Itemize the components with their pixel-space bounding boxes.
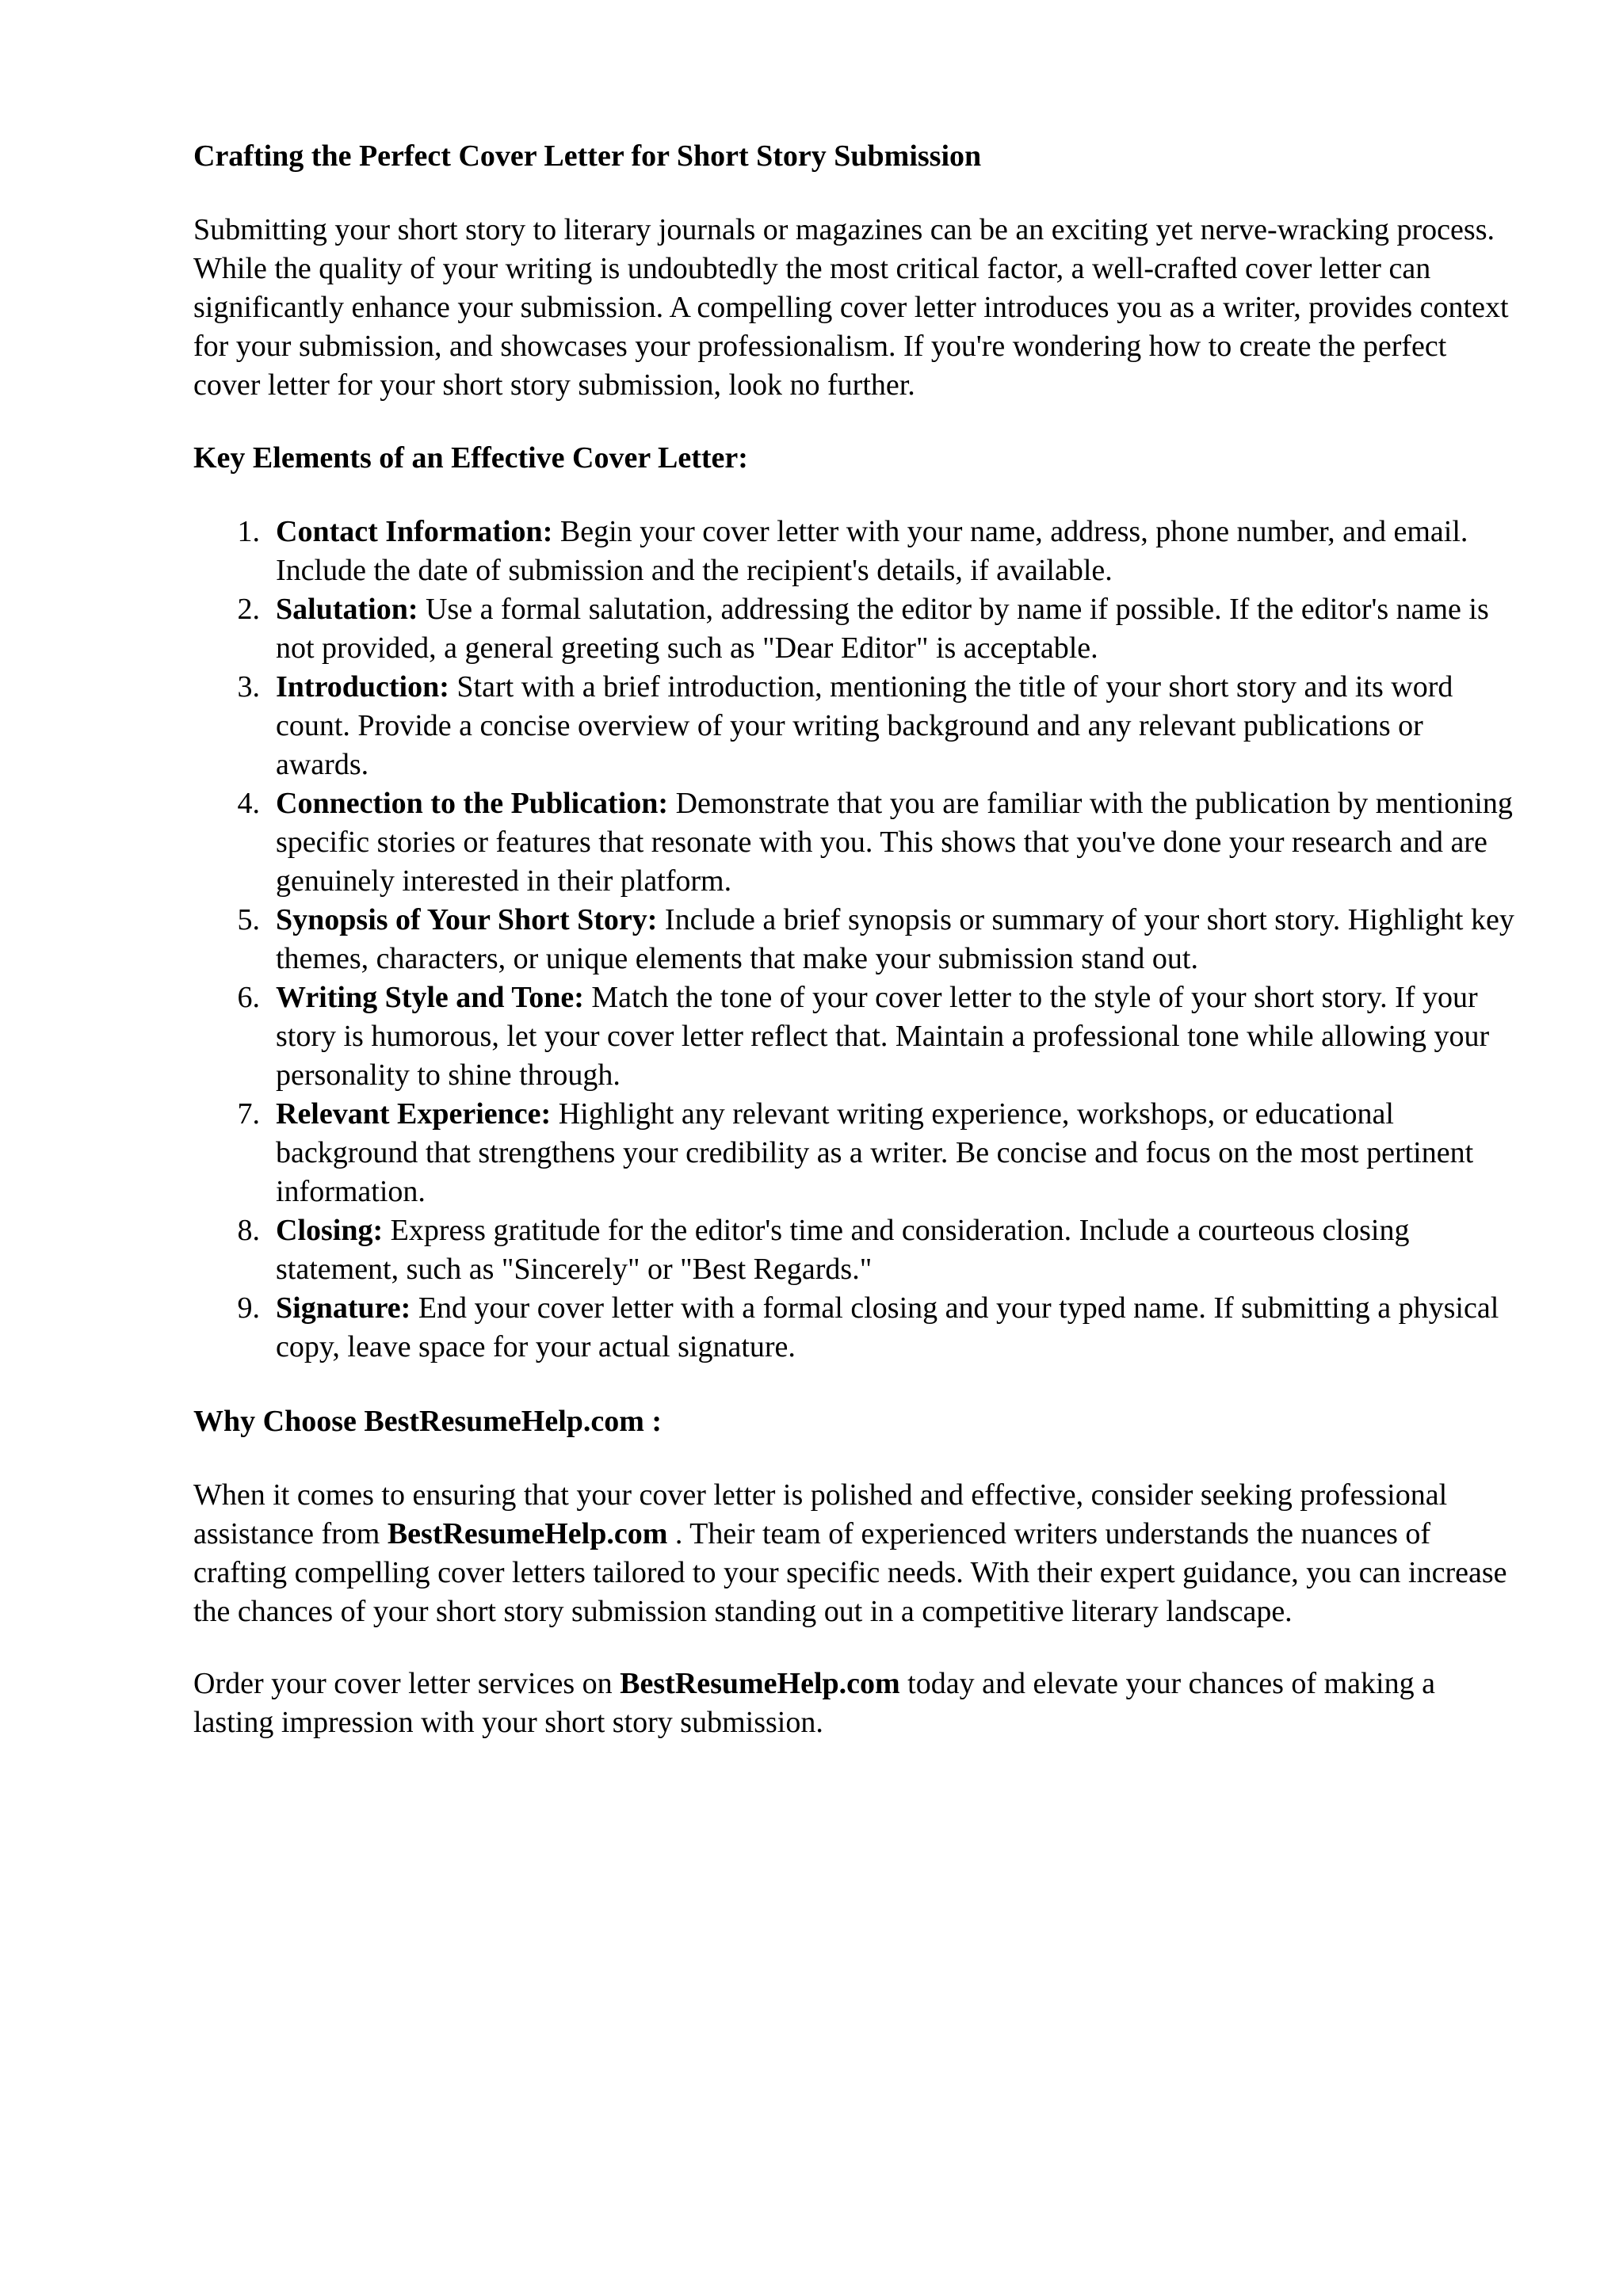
order-site-name: BestResumeHelp.com xyxy=(620,1667,900,1700)
list-item xyxy=(193,901,1520,978)
list-item-label: Contact Information: xyxy=(276,515,553,548)
list-item-number: 4. xyxy=(237,787,260,820)
list-item-number: 2. xyxy=(237,593,260,626)
why-choose-heading xyxy=(193,1402,1520,1441)
list-item xyxy=(193,978,1520,1095)
list-item-label: Synopsis of Your Short Story: xyxy=(276,903,658,936)
list-item-label: Connection to the Publication: xyxy=(276,787,669,820)
list-item-text: Express gratitude for the editor's time and consideration. Include a courteous closing statement, such as "Sincerely" or "Best Regards." xyxy=(276,1214,1410,1286)
why-heading-prefix: Why Choose xyxy=(193,1405,365,1438)
list-item-number: 9. xyxy=(237,1291,260,1325)
list-item xyxy=(193,1095,1520,1211)
list-item-label: Relevant Experience: xyxy=(276,1097,552,1131)
list-item-text: Begin your cover letter with your name, address, phone number, and email. Include the date of submission and the recipient's details, if available. xyxy=(276,515,1468,587)
list-item xyxy=(193,1289,1520,1367)
list-item-label: Introduction: xyxy=(276,670,449,704)
order-paragraph xyxy=(193,1665,1520,1742)
list-item-text: Highlight any relevant writing experience, workshops, or educational background that strengthens your credibility as a writer. Be concise and focus on the most pertinent information. xyxy=(276,1097,1474,1208)
list-item-number: 7. xyxy=(237,1097,260,1131)
list-item-text: Start with a brief introduction, mentioning the title of your short story and its word count. Provide a concise overview of your writing background and any relevant publications or awards. xyxy=(276,670,1453,781)
list-item-label: Signature: xyxy=(276,1291,411,1325)
list-item-text: Demonstrate that you are familiar with the publication by mentioning specific stories or features that resonate with you. This shows that you've done your research and are genuinely interested in their platform. xyxy=(276,787,1513,898)
key-elements-list xyxy=(193,513,1520,1367)
key-elements-heading: Key Elements of an Effective Cover Letter: xyxy=(193,441,748,475)
why-text-after: . Their team of experienced writers understands the nuances of crafting compelling cover letters tailored to your specific needs. With their expert guidance, you can increase the chances of your short story submission standing out in a competitive literary landscape. xyxy=(193,1517,1507,1628)
list-item-number: 1. xyxy=(237,515,260,548)
why-heading-site: BestResumeHelp.com xyxy=(364,1405,644,1438)
list-item-text: End your cover letter with a formal closing and your typed name. If submitting a physical copy, leave space for your actual signature. xyxy=(276,1291,1499,1363)
list-item-text: Use a formal salutation, addressing the editor by name if possible. If the editor's name is not provided, a general greeting such as "Dear Editor" is acceptable. xyxy=(276,593,1489,665)
document-title: Crafting the Perfect Cover Letter for Short Story Submission xyxy=(193,139,982,173)
list-item xyxy=(193,668,1520,784)
list-item-label: Closing: xyxy=(276,1214,384,1247)
order-text-after: today and elevate your chances of making a lasting impression with your short story submission. xyxy=(193,1667,1435,1739)
why-text-before: When it comes to ensuring that your cover letter is polished and effective, consider seeking professional assistance from xyxy=(193,1478,1448,1550)
list-item xyxy=(193,784,1520,901)
list-item xyxy=(193,590,1520,668)
order-text-before: Order your cover letter services on xyxy=(193,1667,621,1700)
list-item-number: 8. xyxy=(237,1214,260,1247)
intro-paragraph: Submitting your short story to literary journals or magazines can be an exciting yet nerve-wracking process. While the quality of your writing is undoubtedly the most critical factor, a well-crafted cover letter can significantly enhance your submission. A compelling cover letter introduces you as a writer, provides context for your submission, and showcases your professionalism. If you're wondering how to create the perfect cover letter for your short story submission, look no further. xyxy=(193,213,1509,402)
list-item-number: 3. xyxy=(237,670,260,704)
list-item-number: 6. xyxy=(237,981,260,1014)
why-heading-suffix: : xyxy=(643,1405,663,1438)
list-item-text: Include a brief synopsis or summary of your short story. Highlight key themes, characters, or unique elements that make your submission stand out. xyxy=(276,903,1514,975)
why-site-name: BestResumeHelp.com xyxy=(387,1517,668,1550)
list-item xyxy=(193,1211,1520,1289)
why-paragraph xyxy=(193,1476,1520,1631)
list-item-number: 5. xyxy=(237,903,260,936)
list-item-text: Match the tone of your cover letter to the style of your short story. If your story is humorous, let your cover letter reflect that. Maintain a professional tone while allowing your personality to shine through. xyxy=(276,981,1490,1092)
list-item-label: Salutation: xyxy=(276,593,418,626)
list-item xyxy=(193,513,1520,590)
list-item-label: Writing Style and Tone: xyxy=(276,981,584,1014)
